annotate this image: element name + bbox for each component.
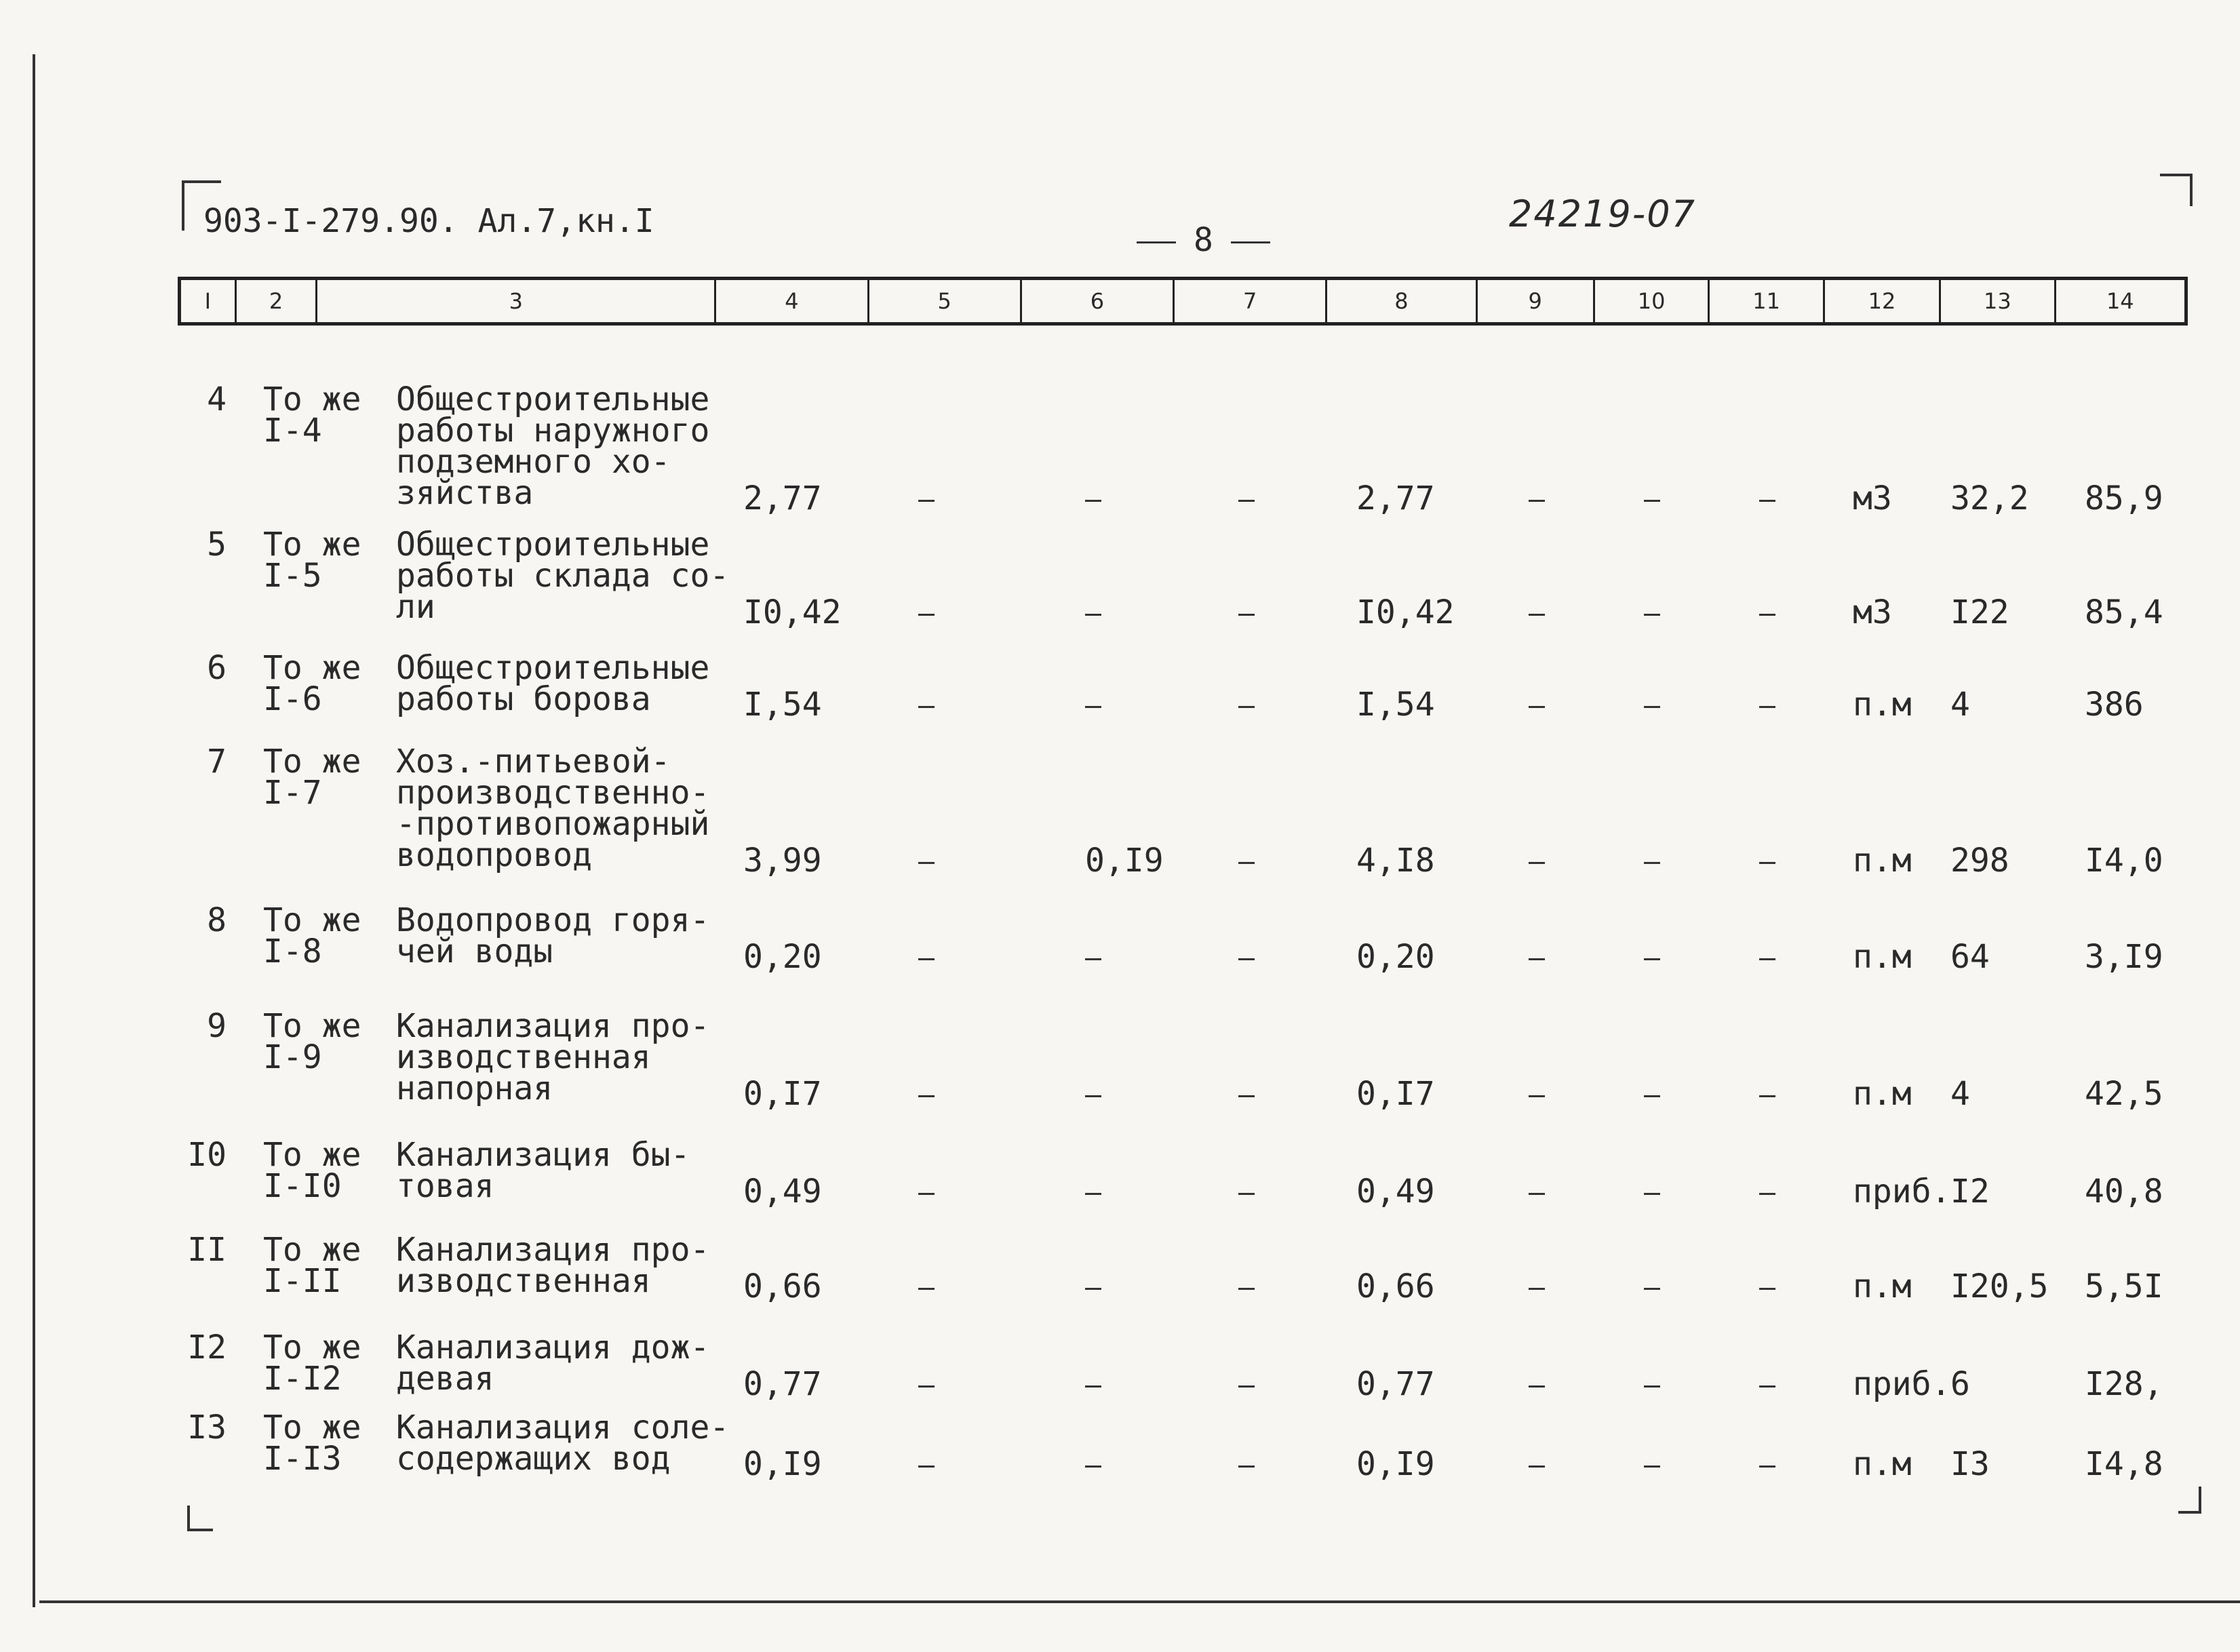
dash-mark [1529, 500, 1545, 502]
dash-mark [1085, 1193, 1101, 1195]
dash-mark [1644, 1288, 1660, 1290]
column-header-7: 7 [1175, 280, 1327, 322]
dash-mark [1529, 958, 1545, 960]
cell-c14: I28, [2085, 1365, 2163, 1403]
cell-c14: 3,I9 [2085, 938, 2163, 976]
row-number: I3 [187, 1409, 227, 1447]
cell-c8: I0,42 [1356, 593, 1455, 631]
cell-c5 [918, 1176, 935, 1207]
cell-c11 [1759, 1078, 1775, 1109]
row-reference: То же I-I3 [263, 1409, 361, 1478]
cell-c8: 4,I8 [1356, 842, 1435, 880]
dash-mark [1644, 614, 1660, 616]
dash-mark [1529, 1095, 1545, 1097]
column-header-10: 10 [1595, 280, 1710, 322]
cell-c8: 0,I9 [1356, 1445, 1435, 1483]
dash-mark [1759, 1385, 1775, 1388]
row-number: 7 [207, 743, 227, 781]
row-description: Канализация про- изводственная напорная [396, 1007, 710, 1107]
cell-c6: 0,I9 [1085, 842, 1164, 880]
page-number-value: 8 [1194, 221, 1213, 259]
column-header-4: 4 [716, 280, 869, 322]
cell-c4: 0,49 [743, 1173, 822, 1211]
row-unit: п.м [1853, 1267, 1912, 1305]
dash-mark [1085, 958, 1101, 960]
dash-mark [1644, 706, 1660, 708]
cell-c14: 40,8 [2085, 1173, 2163, 1211]
cell-c6 [1085, 597, 1101, 628]
row-description: Канализация про- изводственная [396, 1231, 710, 1300]
cell-c4: 0,77 [743, 1365, 822, 1403]
cell-c11 [1759, 1449, 1775, 1480]
cell-c7 [1238, 1078, 1255, 1109]
dash-mark [1085, 1095, 1101, 1097]
dash-mark [1759, 1466, 1775, 1468]
row-description: Водопровод горя- чей воды [396, 901, 710, 970]
row-unit: м3 [1853, 593, 1892, 631]
dash-mark [1529, 614, 1545, 616]
column-header-8: 8 [1327, 280, 1477, 322]
row-description: Общестроительные работы борова [396, 649, 710, 718]
cell-c5 [918, 1078, 935, 1109]
cell-c10 [1644, 689, 1660, 720]
dash-mark [1085, 1466, 1101, 1468]
column-header-14: 14 [2106, 288, 2134, 314]
cell-c9 [1529, 1369, 1545, 1400]
cell-c10 [1644, 597, 1660, 628]
dash-mark [1529, 1193, 1545, 1195]
cell-c5 [918, 1271, 935, 1302]
dash-mark [1644, 1466, 1660, 1468]
cell-c8: 0,I7 [1356, 1075, 1435, 1113]
row-quantity: I3 [1950, 1445, 1990, 1483]
column-header-11: 11 [1710, 280, 1824, 322]
row-number: 9 [207, 1007, 227, 1045]
row-reference: То же I-I2 [263, 1329, 361, 1398]
row-quantity: I22 [1950, 593, 2009, 631]
dash-mark [1759, 1288, 1775, 1290]
row-number: I2 [187, 1329, 227, 1366]
cell-c4: 0,I9 [743, 1445, 822, 1483]
row-unit: п.м [1853, 842, 1912, 880]
row-number: 5 [207, 526, 227, 564]
cell-c11 [1759, 597, 1775, 628]
row-unit: приб. [1853, 1365, 1951, 1403]
row-quantity: 32,2 [1950, 479, 2029, 517]
cell-c8: I,54 [1356, 686, 1435, 724]
cell-c6 [1085, 689, 1101, 720]
cell-c6 [1085, 1369, 1101, 1400]
dash-mark [1759, 958, 1775, 960]
dash-mark [918, 958, 935, 960]
dash-mark [1085, 1288, 1101, 1290]
cell-c11 [1759, 1369, 1775, 1400]
row-quantity: 298 [1950, 842, 2009, 880]
dash-mark [1238, 1193, 1255, 1195]
row-unit: м3 [1853, 479, 1892, 517]
dash-mark [1085, 706, 1101, 708]
cell-c4: 2,77 [743, 479, 822, 517]
dash-mark [918, 1385, 935, 1388]
dash-mark [1759, 1193, 1775, 1195]
row-reference: То же I-7 [263, 743, 361, 812]
cell-c9 [1529, 1449, 1545, 1480]
row-unit: приб. [1853, 1173, 1951, 1211]
column-header-6: 6 [1022, 280, 1175, 322]
cell-c7 [1238, 845, 1255, 876]
cell-c14: 85,9 [2085, 479, 2163, 517]
cell-c4: 3,99 [743, 842, 822, 880]
dash-mark [1238, 1095, 1255, 1097]
row-quantity: 6 [1950, 1365, 1970, 1403]
cell-c10 [1644, 941, 1660, 972]
row-unit: п.м [1853, 1075, 1912, 1113]
dash-mark [1238, 958, 1255, 960]
cell-c8: 0,20 [1356, 938, 1435, 976]
cell-c4: I,54 [743, 686, 822, 724]
bottom-border-line [39, 1600, 2240, 1603]
dash-mark [918, 1466, 935, 1468]
row-quantity: 4 [1950, 1075, 1970, 1113]
column-header-12: 12 [1825, 280, 1941, 322]
cell-c7 [1238, 941, 1255, 972]
dash-mark [1238, 614, 1255, 616]
cell-c10 [1644, 1271, 1660, 1302]
dash-mark [1759, 706, 1775, 708]
cell-c9 [1529, 1271, 1545, 1302]
row-number: I0 [187, 1136, 227, 1174]
dash-mark [1644, 1193, 1660, 1195]
row-quantity: I20,5 [1950, 1267, 2049, 1305]
row-unit: п.м [1853, 938, 1912, 976]
cell-c14: 85,4 [2085, 593, 2163, 631]
row-reference: То же I-9 [263, 1007, 361, 1076]
cell-c9 [1529, 597, 1545, 628]
cell-c8: 0,49 [1356, 1173, 1435, 1211]
column-header-3: 3 [317, 280, 716, 322]
dash-mark [918, 1288, 935, 1290]
dash-mark [1529, 1466, 1545, 1468]
column-header-1: I [181, 280, 237, 322]
cell-c10 [1644, 1449, 1660, 1480]
cell-c6 [1085, 1176, 1101, 1207]
cell-c5 [918, 689, 935, 720]
cell-c14: 42,5 [2085, 1075, 2163, 1113]
row-quantity: 64 [1950, 938, 1990, 976]
row-reference: То же I-6 [263, 649, 361, 718]
row-description: Канализация бы- товая [396, 1136, 690, 1205]
cell-c4: I0,42 [743, 593, 842, 631]
column-number-header [178, 277, 2188, 326]
cell-c9 [1529, 941, 1545, 972]
dash-mark [1529, 706, 1545, 708]
dash-mark [1644, 862, 1660, 864]
corner-mark-top-right [2160, 174, 2193, 206]
dash-mark [918, 706, 935, 708]
corner-mark-bottom-left [187, 1506, 213, 1531]
inventory-number: 24219-07 [1509, 193, 1696, 235]
cell-c4: 0,66 [743, 1267, 822, 1305]
dash-mark [1238, 706, 1255, 708]
cell-c6 [1085, 1078, 1101, 1109]
cell-c9 [1529, 689, 1545, 720]
row-reference: То же I-II [263, 1231, 361, 1300]
dash-mark [1644, 1385, 1660, 1388]
dash-mark [1238, 1288, 1255, 1290]
row-quantity: 4 [1950, 686, 1970, 724]
row-description: Общестроительные работы склада со- ли [396, 526, 730, 626]
cell-c14: I4,0 [2085, 842, 2163, 880]
dash-mark [1238, 1466, 1255, 1468]
cell-c14: 5,5I [2085, 1267, 2163, 1305]
cell-c6 [1085, 941, 1101, 972]
row-reference: То же I-8 [263, 901, 361, 970]
cell-c4: 0,20 [743, 938, 822, 976]
dash-mark [1085, 614, 1101, 616]
dash-mark [1238, 862, 1255, 864]
cell-c11 [1759, 1271, 1775, 1302]
dash-mark [1759, 1095, 1775, 1097]
cell-c10 [1644, 1176, 1660, 1207]
row-reference: То же I-5 [263, 526, 361, 595]
cell-c9 [1529, 1078, 1545, 1109]
left-border-line [33, 54, 35, 1607]
cell-c9 [1529, 483, 1545, 514]
column-header-2: 2 [237, 280, 318, 322]
row-number: II [187, 1231, 227, 1269]
dash-mark [1759, 862, 1775, 864]
corner-mark-bottom-right [2178, 1487, 2201, 1514]
dash-mark [1644, 1095, 1660, 1097]
cell-c11 [1759, 845, 1775, 876]
row-description: Канализация дож- девая [396, 1329, 710, 1398]
dash-mark [1759, 614, 1775, 616]
cell-c5 [918, 483, 935, 514]
column-header-13: 13 [1941, 280, 2056, 322]
row-description: Канализация соле- содержащих вод [396, 1409, 730, 1478]
dash-mark [918, 614, 935, 616]
cell-c8: 0,77 [1356, 1365, 1435, 1403]
cell-c11 [1759, 689, 1775, 720]
cell-c14: I4,8 [2085, 1445, 2163, 1483]
dash-mark [1529, 1288, 1545, 1290]
cell-c7 [1238, 483, 1255, 514]
dash-mark [918, 862, 935, 864]
cell-c9 [1529, 1176, 1545, 1207]
cell-c6 [1085, 483, 1101, 514]
dash-mark [1759, 500, 1775, 502]
cell-c11 [1759, 1176, 1775, 1207]
dash-mark [1529, 862, 1545, 864]
cell-c11 [1759, 483, 1775, 514]
cell-c8: 2,77 [1356, 479, 1435, 517]
dash-mark [1644, 958, 1660, 960]
cell-c5 [918, 1369, 935, 1400]
dash-mark [1529, 1385, 1545, 1388]
cell-c5 [918, 597, 935, 628]
cell-c7 [1238, 689, 1255, 720]
cell-c7 [1238, 1176, 1255, 1207]
cell-c14: 386 [2085, 686, 2144, 724]
cell-c10 [1644, 845, 1660, 876]
row-reference: То же I-I0 [263, 1136, 361, 1205]
cell-c10 [1644, 1369, 1660, 1400]
dash-mark [1644, 500, 1660, 502]
row-description: Общестроительные работы наружного подземного хо- зяйства [396, 380, 710, 512]
cell-c5 [918, 845, 935, 876]
dash-mark [918, 1193, 935, 1195]
cell-c8: 0,66 [1356, 1267, 1435, 1305]
row-number: 8 [207, 901, 227, 939]
cell-c7 [1238, 1369, 1255, 1400]
cell-c4: 0,I7 [743, 1075, 822, 1113]
cell-c5 [918, 941, 935, 972]
row-unit: п.м [1853, 686, 1912, 724]
dash-mark [918, 500, 935, 502]
row-number: 6 [207, 649, 227, 687]
dash-mark [918, 1095, 935, 1097]
dash-mark [1085, 1385, 1101, 1388]
row-quantity: I2 [1950, 1173, 1990, 1211]
cell-c7 [1238, 1449, 1255, 1480]
cell-c6 [1085, 1271, 1101, 1302]
row-description: Хоз.-питьевой- производственно- -противопожарный водопровод [396, 743, 710, 874]
cell-c7 [1238, 597, 1255, 628]
cell-c7 [1238, 1271, 1255, 1302]
page-number [1119, 221, 1288, 259]
cell-c11 [1759, 941, 1775, 972]
column-header-5: 5 [869, 280, 1022, 322]
dash-mark [1238, 1385, 1255, 1388]
cell-c10 [1644, 483, 1660, 514]
column-header-9: 9 [1478, 280, 1595, 322]
row-number: 4 [207, 380, 227, 418]
row-reference: То же I-4 [263, 380, 361, 450]
dash-mark [1238, 500, 1255, 502]
document-code: 903-I-279.90. Ал.7,кн.I [203, 202, 654, 240]
cell-c5 [918, 1449, 935, 1480]
cell-c10 [1644, 1078, 1660, 1109]
row-unit: п.м [1853, 1445, 1912, 1483]
dash-mark [1085, 500, 1101, 502]
cell-c6 [1085, 1449, 1101, 1480]
cell-c9 [1529, 845, 1545, 876]
